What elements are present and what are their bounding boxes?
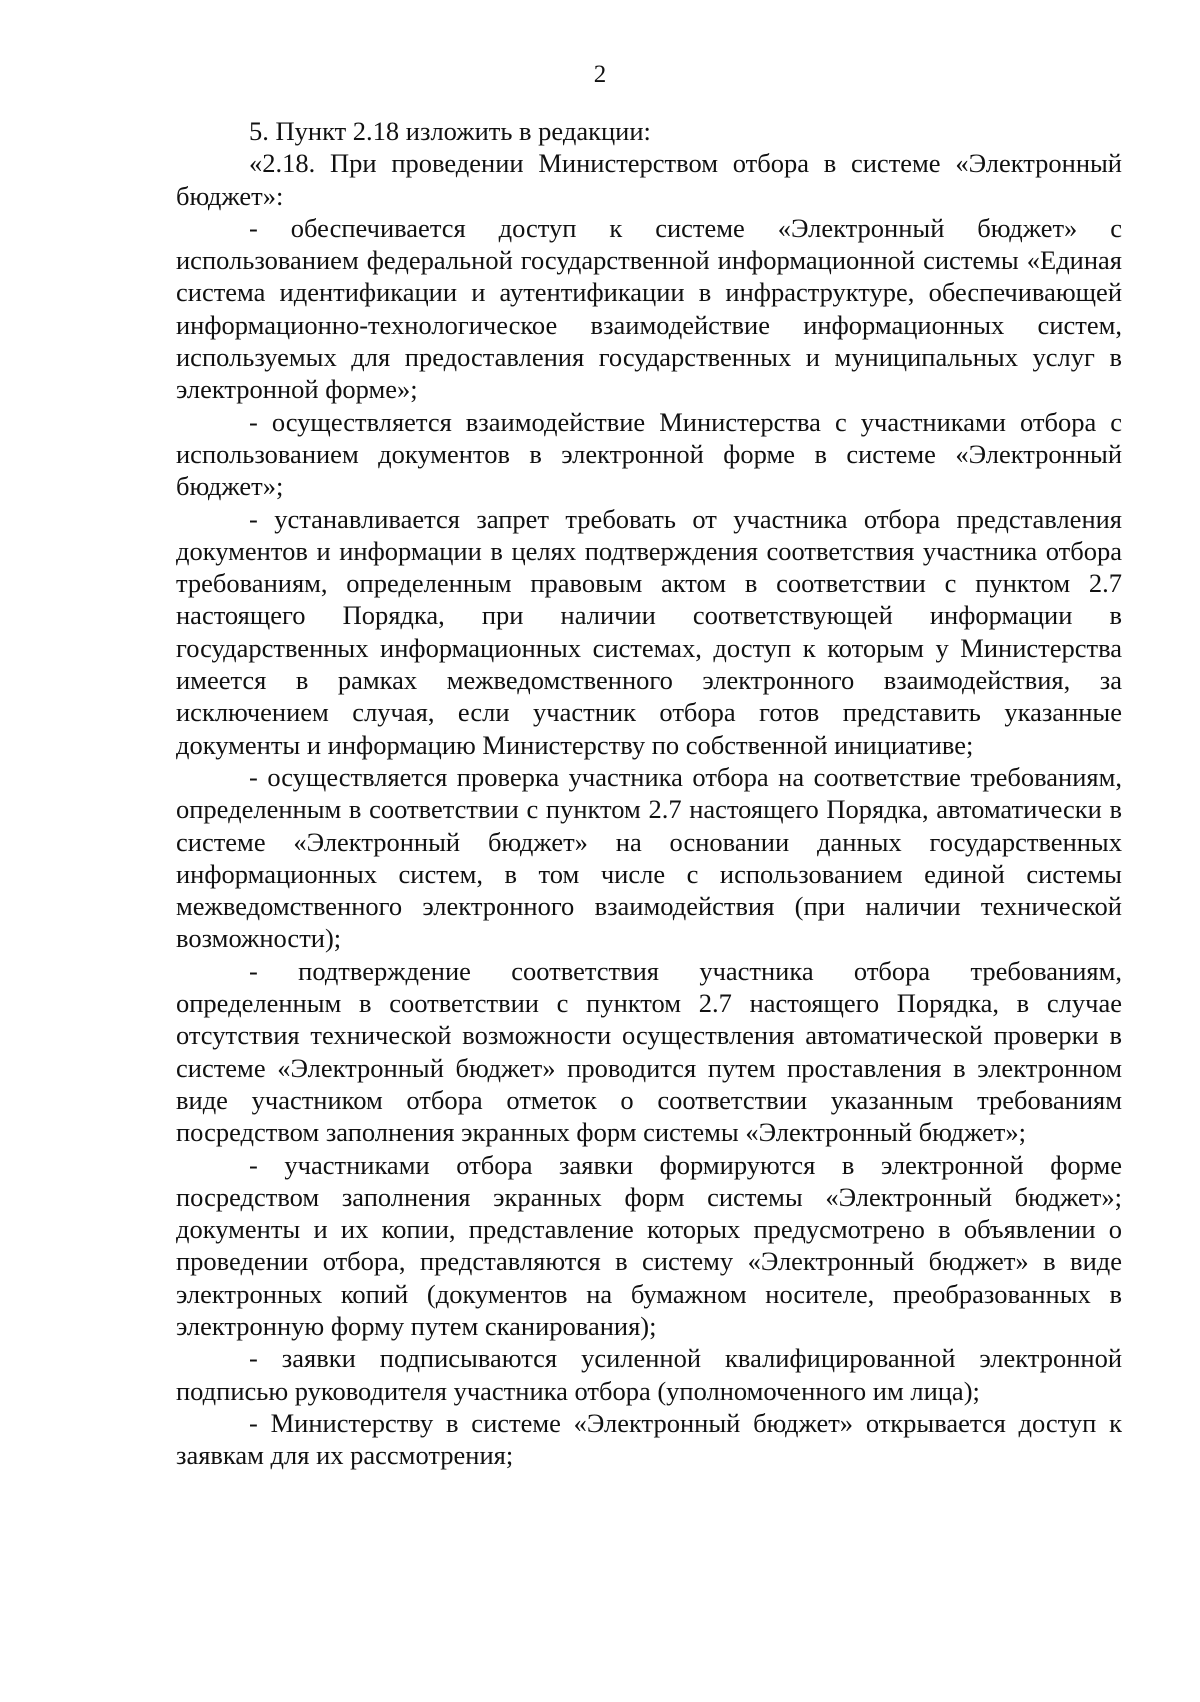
- paragraph-item-prohibition: - устанавливается запрет требовать от участника отбора представления документов и информации в целях подтверждения соответствия участника отбора требованиям, определенным правовым актом в соответствии с пунктом 2.7 настоящего Порядка, при наличии соответствующей информации в государственных информационных системах, доступ к которым у Министерства имеется в рамках межведомственного электронного взаимодействия, за исключением случая, если участник отбора готов представить указанные документы и информацию Министерству по собственной инициативе;: [176, 503, 1122, 760]
- paragraph-item-ministry-access: - Министерству в системе «Электронный бюджет» открывается доступ к заявкам для их рассмотрения;: [176, 1407, 1122, 1471]
- paragraph-item-applications-formed: - участниками отбора заявки формируются в электронной форме посредством заполнения экранных форм системы «Электронный бюджет»; документы и их копии, представление которых предусмотрено в объявлении о проведении отбора, представляются в систему «Электронный бюджет» в виде электронных копий (документов на бумажном носителе, преобразованных в электронную форму путем сканирования);: [176, 1149, 1122, 1341]
- paragraph-amendment-heading: 5. Пункт 2.18 изложить в редакции:: [249, 116, 651, 146]
- page-number: 2: [593, 61, 607, 88]
- paragraph-item-access: - обеспечивается доступ к системе «Электронный бюджет» с использованием федеральной государственной информационной системы «Единая система идентификации и аутентификации в инфраструктуре, обеспечивающей информационно-технологическое взаимодействие информационных систем, используемых для предоставления государственных и муниципальных услуг в электронной форме»;: [176, 212, 1122, 405]
- document-body: [176, 115, 1122, 1471]
- paragraph-item-signature: - заявки подписываются усиленной квалифицированной электронной подписью руководителя участника отбора (уполномоченного им лица);: [176, 1343, 1122, 1406]
- paragraph-item-confirmation: - подтверждение соответствия участника отбора требованиям, определенным в соответствии с пунктом 2.7 настоящего Порядка, в случае отсутствия технической возможности осуществления автоматической проверки в системе «Электронный бюджет» проводится путем проставления в электронном виде участником отбора отметок о соответствии указанным требованиям посредством заполнения экранных форм системы «Электронный бюджет»;: [176, 955, 1122, 1148]
- paragraph-item-verification: - осуществляется проверка участника отбора на соответствие требованиям, определенным в соответствии с пунктом 2.7 настоящего Порядка, автоматически в системе «Электронный бюджет» на основании данных государственных информационных систем, в том числе с использованием единой системы межведомственного электронного взаимодействия (при наличии технической возможности);: [176, 761, 1122, 954]
- paragraph-item-interaction: - осуществляется взаимодействие Министерства с участниками отбора с использованием документов в электронной форме в системе «Электронный бюджет»;: [176, 406, 1122, 502]
- paragraph-clause-2-18-intro: «2.18. При проведении Министерством отбора в системе «Электронный бюджет»:: [176, 148, 1122, 211]
